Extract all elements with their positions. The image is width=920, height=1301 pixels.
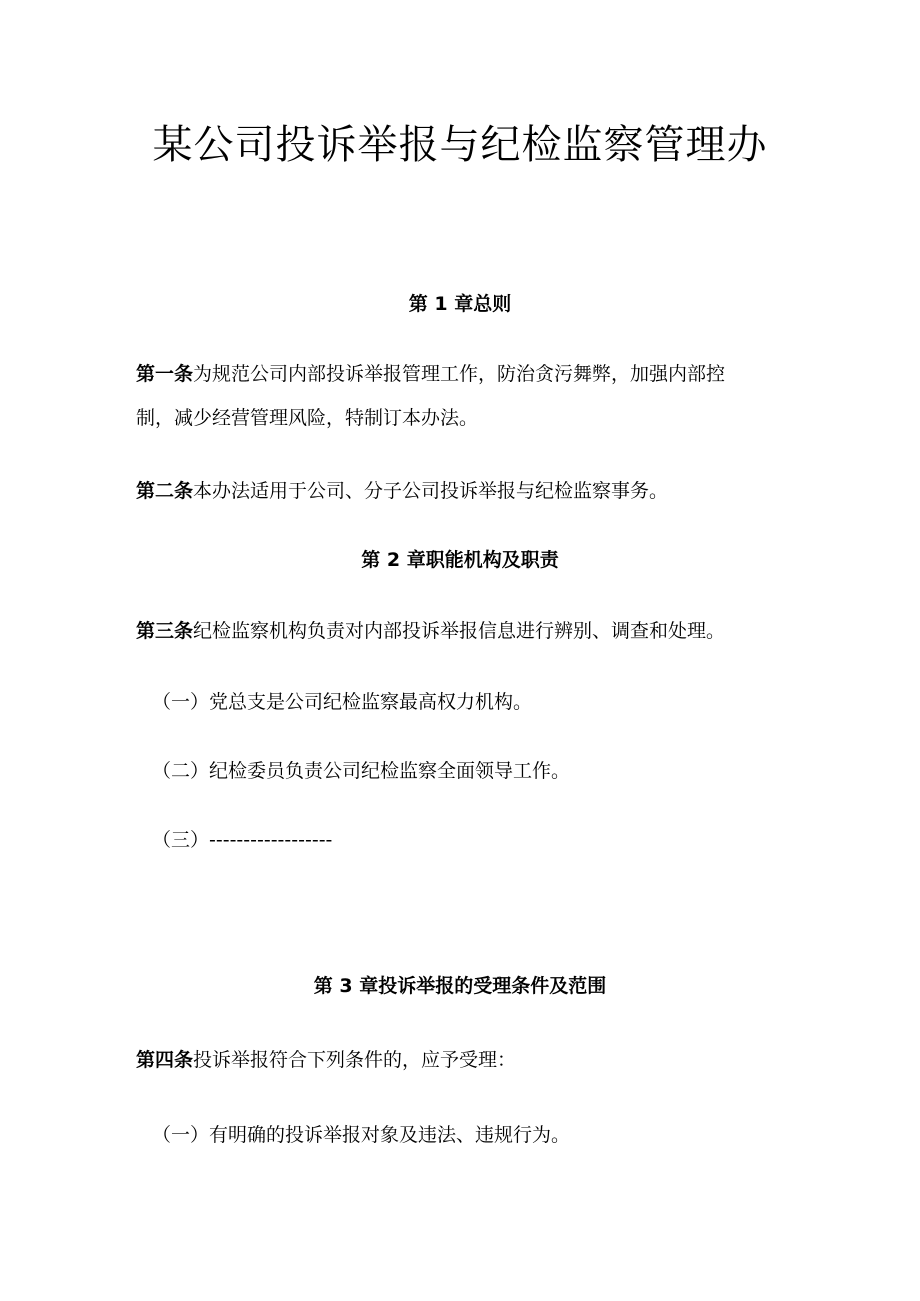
chapter-2-heading: 第 2 章职能机构及职责: [361, 549, 559, 571]
chapter-3-heading: 第 3 章投诉举报的受理条件及范围: [313, 975, 607, 997]
chapter-2-item-3: （三）------------------: [152, 829, 333, 851]
article-3: [136, 617, 786, 645]
article-3-lead: 第三条: [136, 620, 194, 642]
article-2-lead: 第二条: [136, 480, 194, 502]
chapter-3-item-1: （一）有明确的投诉举报对象及违法、违规行为。: [152, 1124, 571, 1146]
article-1-lead: 第一条: [136, 363, 194, 385]
chapter-2-item-2: （二）纪检委员负责公司纪检监察全面领导工作。: [152, 760, 571, 782]
document-title: 某公司投诉举报与纪检监察管理办: [152, 122, 768, 168]
article-4-lead: 第四条: [136, 1049, 194, 1071]
article-2: [136, 477, 786, 505]
article-4: [136, 1046, 786, 1074]
article-3-text: 纪检监察机构负责对内部投诉举报信息进行辨别、调查和处理。: [193, 620, 726, 642]
article-4-text: 投诉举报符合下列条件的，应予受理：: [193, 1049, 517, 1071]
article-1-line-2: 制，减少经营管理风险，特制订本办法。: [136, 407, 479, 429]
chapter-1-heading: 第 1 章总则: [408, 293, 512, 315]
article-1-line-1: [136, 360, 786, 388]
article-2-text: 本办法适用于公司、分子公司投诉举报与纪检监察事务。: [193, 480, 669, 502]
chapter-2-item-1: （一）党总支是公司纪检监察最高权力机构。: [152, 691, 533, 713]
article-1-text: 为规范公司内部投诉举报管理工作，防治贪污舞弊，加强内部控: [193, 363, 726, 385]
